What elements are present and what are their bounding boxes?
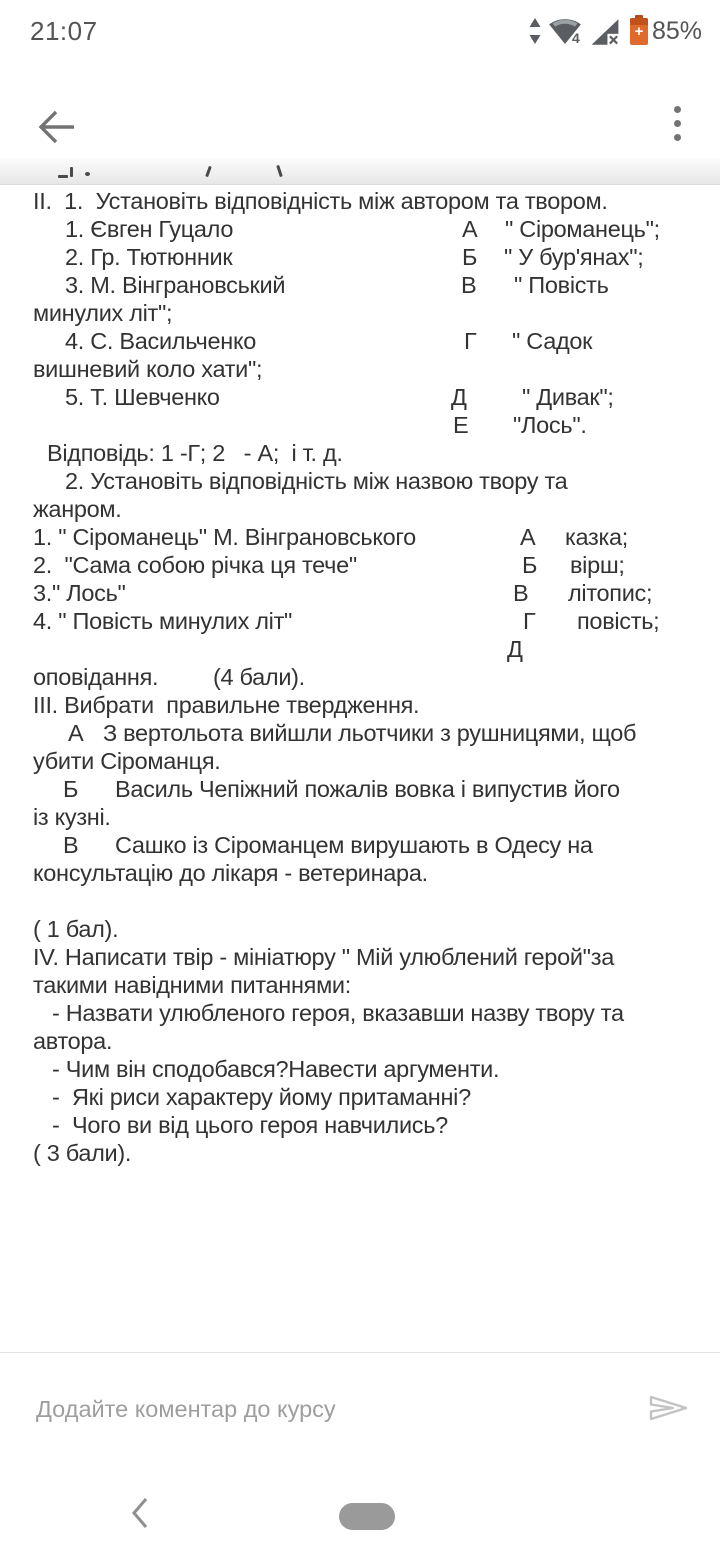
doc-text-segment: Г: [464, 328, 477, 354]
doc-text-segment: Б: [462, 244, 478, 270]
doc-line: [0, 859, 720, 887]
doc-line: [0, 915, 720, 943]
doc-line: [0, 551, 720, 579]
doc-line: [0, 971, 720, 999]
wifi-generation-label: 4: [572, 30, 580, 46]
battery-icon: +: [630, 15, 648, 45]
doc-line: [0, 831, 720, 859]
doc-text-segment: 3. М. Вінграновський: [65, 272, 286, 298]
doc-line: [0, 327, 720, 355]
doc-text-segment: А: [520, 524, 536, 550]
doc-text-segment: А: [462, 216, 478, 242]
doc-text-segment: " Повість: [514, 272, 609, 298]
doc-line: [0, 187, 720, 215]
doc-text-segment: " Дивак";: [522, 384, 614, 410]
doc-text-segment: З вертольота вийшли льотчики з рушницями, щоб: [103, 720, 637, 746]
doc-text-segment: Б: [63, 776, 79, 802]
doc-text-segment: 4. С. Васильченко: [65, 328, 256, 354]
doc-text-segment: - Чого ви від цього героя навчились?: [52, 1112, 448, 1138]
doc-text-segment: оповідання.: [33, 664, 159, 690]
doc-line: [0, 943, 720, 971]
doc-line: [0, 355, 720, 383]
doc-text-segment: 2. "Сама собою річка ця тече": [33, 552, 357, 578]
doc-text-segment: із кузні.: [33, 804, 111, 830]
navigation-bar: [0, 1463, 720, 1560]
status-clock: 21:07: [30, 16, 98, 46]
doc-text-segment: літопис;: [568, 580, 653, 606]
doc-line: [0, 747, 720, 775]
doc-line: [0, 1027, 720, 1055]
doc-line: [0, 607, 720, 635]
doc-line: [0, 411, 720, 439]
doc-line: [0, 691, 720, 719]
doc-line: [0, 803, 720, 831]
doc-line: [0, 495, 720, 523]
doc-text-segment: автора.: [33, 1028, 113, 1054]
doc-text-segment: 1. " Сіроманець" М. Вінграновського: [33, 524, 416, 550]
doc-line: [0, 271, 720, 299]
comment-bar: [0, 1353, 720, 1463]
doc-text-segment: Г: [523, 608, 536, 634]
doc-text-segment: 4. " Повість минулих літ": [33, 608, 293, 634]
doc-line: [0, 1083, 720, 1111]
doc-line: [0, 579, 720, 607]
doc-text-segment: В: [461, 272, 477, 298]
doc-text-segment: ІІ. 1. Установіть відповідність між автором та твором.: [33, 188, 608, 214]
doc-line: [0, 439, 720, 467]
doc-line: [0, 663, 720, 691]
doc-line: [0, 1111, 720, 1139]
doc-text-segment: (4 бали).: [213, 664, 305, 690]
doc-text-segment: ІІІ. Вибрати правильне твердження.: [33, 692, 420, 718]
nav-back-icon[interactable]: [126, 1495, 154, 1531]
doc-text-segment: такими навідними питаннями:: [33, 972, 351, 998]
doc-text-segment: IV. Написати твір - мініатюру " Мій улюблений герой"за: [33, 944, 614, 970]
doc-text-segment: В: [513, 580, 529, 606]
send-icon[interactable]: [644, 1383, 694, 1433]
doc-text-segment: ( 1 бал).: [33, 916, 119, 942]
doc-text-segment: Б: [522, 552, 538, 578]
doc-text-segment: вишневий коло хати";: [33, 356, 263, 382]
doc-text-segment: А: [68, 720, 84, 746]
doc-text-segment: Василь Чепіжний пожалів вовка і випустив його: [115, 776, 620, 802]
doc-text-segment: жанром.: [33, 496, 122, 522]
doc-text-segment: вірш;: [570, 552, 625, 578]
doc-text-segment: " Сіроманець";: [505, 216, 660, 242]
comment-input[interactable]: Додайте коментар до курсу: [36, 1396, 336, 1422]
doc-line: [0, 215, 720, 243]
doc-line: [0, 523, 720, 551]
doc-text-segment: " У бур'янах";: [504, 244, 644, 270]
doc-text-segment: "Лось".: [513, 412, 587, 438]
doc-text-segment: 2. Установіть відповідність між назвою твору та: [65, 468, 568, 494]
doc-text-segment: минулих літ";: [33, 300, 173, 326]
doc-text-segment: - Які риси характеру йому притаманні?: [52, 1084, 471, 1110]
doc-text-segment: убити Сіроманця.: [33, 748, 221, 774]
doc-text-segment: консультацію до лікаря - ветеринара.: [33, 860, 428, 886]
doc-line: [0, 775, 720, 803]
doc-line: [0, 719, 720, 747]
doc-text-segment: Д: [451, 384, 467, 410]
doc-text-segment: 5. Т. Шевченко: [65, 384, 220, 410]
doc-text-segment: Е: [453, 412, 469, 438]
doc-text-segment: казка;: [565, 524, 628, 550]
doc-text-segment: 1. Євген Гуцало: [65, 216, 234, 242]
nav-home-pill[interactable]: [339, 1503, 395, 1530]
doc-line: [0, 1139, 720, 1167]
doc-line: [0, 999, 720, 1027]
doc-line: [0, 1055, 720, 1083]
doc-line: [0, 383, 720, 411]
battery-percent-label: 85%: [652, 17, 703, 45]
doc-text-segment: 3." Лось": [33, 580, 126, 606]
doc-text-segment: Д: [507, 636, 523, 662]
doc-line: [0, 467, 720, 495]
doc-line: [0, 635, 720, 663]
doc-text-segment: 2. Гр. Тютюнник: [65, 244, 233, 270]
doc-text-segment: ( 3 бали).: [33, 1140, 132, 1166]
doc-text-segment: - Чим він сподобався?Навести аргументи.: [52, 1056, 500, 1082]
doc-text-segment: " Садок: [512, 328, 593, 354]
doc-text-segment: Сашко із Сіроманцем вирушають в Одесу на: [115, 832, 593, 858]
doc-text-segment: повість;: [577, 608, 660, 634]
doc-line: [0, 243, 720, 271]
doc-line: [0, 299, 720, 327]
doc-text-segment: В: [63, 832, 79, 858]
doc-text-segment: Відповідь: 1 -Г; 2 - А; і т. д.: [47, 440, 343, 466]
doc-text-segment: - Назвати улюбленого героя, вказавши назву твору та: [52, 1000, 624, 1026]
